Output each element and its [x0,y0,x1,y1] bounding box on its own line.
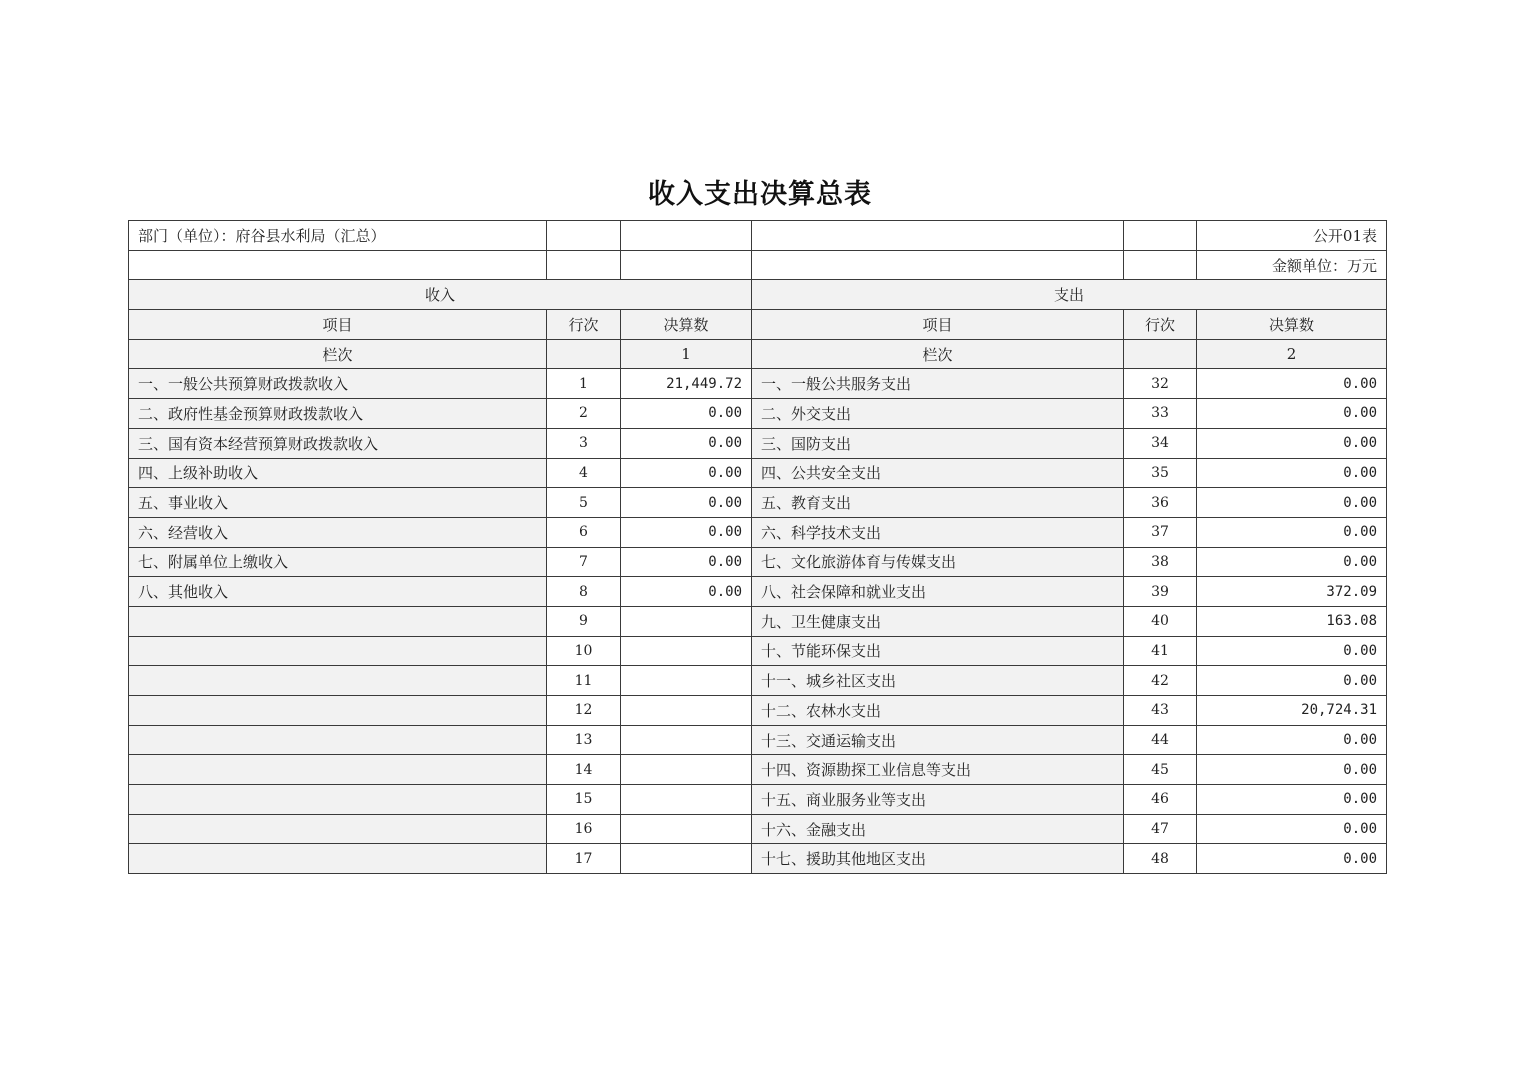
expense-amount-cell: 0.00 [1197,488,1387,518]
expense-line-cell: 36 [1124,488,1197,518]
expense-amount-cell: 0.00 [1197,517,1387,547]
empty-cell [1124,221,1197,251]
expense-amount-cell: 0.00 [1197,785,1387,815]
table-row [129,458,1387,488]
expense-item-cell: 十七、援助其他地区支出 [752,844,1124,874]
expense-amount-cell: 0.00 [1197,814,1387,844]
table-row [129,399,1387,429]
expense-section-header: 支出 [752,280,1387,310]
expense-line-cell: 35 [1124,458,1197,488]
income-item-cell [129,814,547,844]
table-row [129,517,1387,547]
income-amount-cell: 21,449.72 [621,369,752,399]
income-amount-cell [621,755,752,785]
income-item-cell: 一、一般公共预算财政拨款收入 [129,369,547,399]
income-line-cell: 5 [547,488,621,518]
expense-line-header: 行次 [1124,310,1197,340]
table-row [129,814,1387,844]
expense-amount-header: 决算数 [1197,310,1387,340]
income-item-cell [129,725,547,755]
income-amount-cell: 0.00 [621,577,752,607]
income-line-cell: 15 [547,785,621,815]
amount-unit: 金额单位：万元 [1197,250,1387,280]
income-column-number: 1 [621,339,752,369]
table-body [129,221,1387,874]
table-row [129,666,1387,696]
table-row [129,488,1387,518]
expense-line-cell: 42 [1124,666,1197,696]
income-item-cell: 五、事业收入 [129,488,547,518]
expense-item-cell: 十六、金融支出 [752,814,1124,844]
income-amount-cell [621,636,752,666]
income-amount-cell: 0.00 [621,547,752,577]
expense-line-cell: 39 [1124,577,1197,607]
income-line-cell: 3 [547,428,621,458]
income-line-cell: 1 [547,369,621,399]
income-line-cell: 9 [547,606,621,636]
section-header-row [129,280,1387,310]
income-item-cell: 八、其他收入 [129,577,547,607]
expense-item-cell: 十二、农林水支出 [752,696,1124,726]
empty-cell [1124,339,1197,369]
income-amount-cell: 0.00 [621,428,752,458]
income-section-header: 收入 [129,280,752,310]
empty-cell [621,221,752,251]
expense-item-header: 项目 [752,310,1124,340]
expense-amount-cell: 20,724.31 [1197,696,1387,726]
empty-cell [547,250,621,280]
expense-amount-cell: 0.00 [1197,755,1387,785]
table-row [129,577,1387,607]
table-row [129,785,1387,815]
empty-cell [547,221,621,251]
expense-line-cell: 41 [1124,636,1197,666]
expense-amount-cell: 0.00 [1197,844,1387,874]
table-row [129,696,1387,726]
income-item-header: 项目 [129,310,547,340]
income-amount-cell: 0.00 [621,458,752,488]
expense-column-number: 2 [1197,339,1387,369]
expense-amount-cell: 0.00 [1197,428,1387,458]
empty-cell [752,250,1124,280]
expense-item-cell: 二、外交支出 [752,399,1124,429]
expense-line-cell: 32 [1124,369,1197,399]
table-code: 公开01表 [1197,221,1387,251]
expense-item-cell: 十五、商业服务业等支出 [752,785,1124,815]
expense-item-cell: 四、公共安全支出 [752,458,1124,488]
expense-amount-cell: 0.00 [1197,458,1387,488]
expense-line-cell: 45 [1124,755,1197,785]
income-line-cell: 17 [547,844,621,874]
expense-line-cell: 38 [1124,547,1197,577]
expense-item-cell: 三、国防支出 [752,428,1124,458]
income-item-cell [129,755,547,785]
table-row [129,547,1387,577]
expense-line-cell: 47 [1124,814,1197,844]
empty-cell [547,339,621,369]
expense-amount-cell: 0.00 [1197,725,1387,755]
income-amount-cell: 0.00 [621,517,752,547]
income-amount-cell: 0.00 [621,399,752,429]
income-amount-cell: 0.00 [621,488,752,518]
income-item-cell: 七、附属单位上缴收入 [129,547,547,577]
expense-line-cell: 46 [1124,785,1197,815]
income-line-cell: 2 [547,399,621,429]
expense-amount-cell: 372.09 [1197,577,1387,607]
empty-cell [621,250,752,280]
income-item-cell: 二、政府性基金预算财政拨款收入 [129,399,547,429]
income-line-header: 行次 [547,310,621,340]
income-line-cell: 6 [547,517,621,547]
empty-cell [129,250,547,280]
income-line-cell: 4 [547,458,621,488]
expense-line-cell: 37 [1124,517,1197,547]
income-amount-header: 决算数 [621,310,752,340]
income-line-cell: 10 [547,636,621,666]
expense-amount-cell: 0.00 [1197,399,1387,429]
expense-amount-cell: 0.00 [1197,666,1387,696]
expense-item-cell: 七、文化旅游体育与传媒支出 [752,547,1124,577]
income-item-cell [129,606,547,636]
empty-cell [752,221,1124,251]
income-item-cell [129,636,547,666]
expense-item-cell: 十四、资源勘探工业信息等支出 [752,755,1124,785]
income-item-cell [129,696,547,726]
column-number-row [129,339,1387,369]
income-line-cell: 16 [547,814,621,844]
table-row [129,428,1387,458]
meta-row-department [129,221,1387,251]
expense-item-cell: 九、卫生健康支出 [752,606,1124,636]
expense-amount-cell: 0.00 [1197,369,1387,399]
income-amount-cell [621,844,752,874]
income-line-cell: 12 [547,696,621,726]
table-row [129,844,1387,874]
income-item-cell [129,785,547,815]
empty-cell [1124,250,1197,280]
income-item-cell: 三、国有资本经营预算财政拨款收入 [129,428,547,458]
expense-amount-cell: 0.00 [1197,547,1387,577]
income-line-cell: 14 [547,755,621,785]
income-item-cell: 四、上级补助收入 [129,458,547,488]
income-line-cell: 8 [547,577,621,607]
expense-item-cell: 一、一般公共服务支出 [752,369,1124,399]
income-column-label: 栏次 [129,339,547,369]
expense-line-cell: 44 [1124,725,1197,755]
meta-row-unit [129,250,1387,280]
expense-line-cell: 48 [1124,844,1197,874]
income-amount-cell [621,696,752,726]
expense-item-cell: 十一、城乡社区支出 [752,666,1124,696]
table-row [129,725,1387,755]
table-row [129,755,1387,785]
expense-line-cell: 40 [1124,606,1197,636]
table-row [129,636,1387,666]
income-amount-cell [621,814,752,844]
income-amount-cell [621,606,752,636]
table-row [129,606,1387,636]
income-line-cell: 13 [547,725,621,755]
column-header-row [129,310,1387,340]
expense-item-cell: 五、教育支出 [752,488,1124,518]
expense-item-cell: 十、节能环保支出 [752,636,1124,666]
expense-item-cell: 十三、交通运输支出 [752,725,1124,755]
income-item-cell: 六、经营收入 [129,517,547,547]
income-amount-cell [621,666,752,696]
income-amount-cell [621,785,752,815]
income-line-cell: 11 [547,666,621,696]
income-item-cell [129,844,547,874]
expense-column-label: 栏次 [752,339,1124,369]
expense-amount-cell: 0.00 [1197,636,1387,666]
table-row [129,369,1387,399]
income-amount-cell [621,725,752,755]
expense-line-cell: 34 [1124,428,1197,458]
department-label: 部门（单位）：府谷县水利局（汇总） [129,221,547,251]
income-item-cell [129,666,547,696]
income-expense-table [128,220,1387,874]
expense-line-cell: 43 [1124,696,1197,726]
expense-item-cell: 八、社会保障和就业支出 [752,577,1124,607]
expense-line-cell: 33 [1124,399,1197,429]
expense-item-cell: 六、科学技术支出 [752,517,1124,547]
income-line-cell: 7 [547,547,621,577]
expense-amount-cell: 163.08 [1197,606,1387,636]
page-title: 收入支出决算总表 [648,179,872,210]
